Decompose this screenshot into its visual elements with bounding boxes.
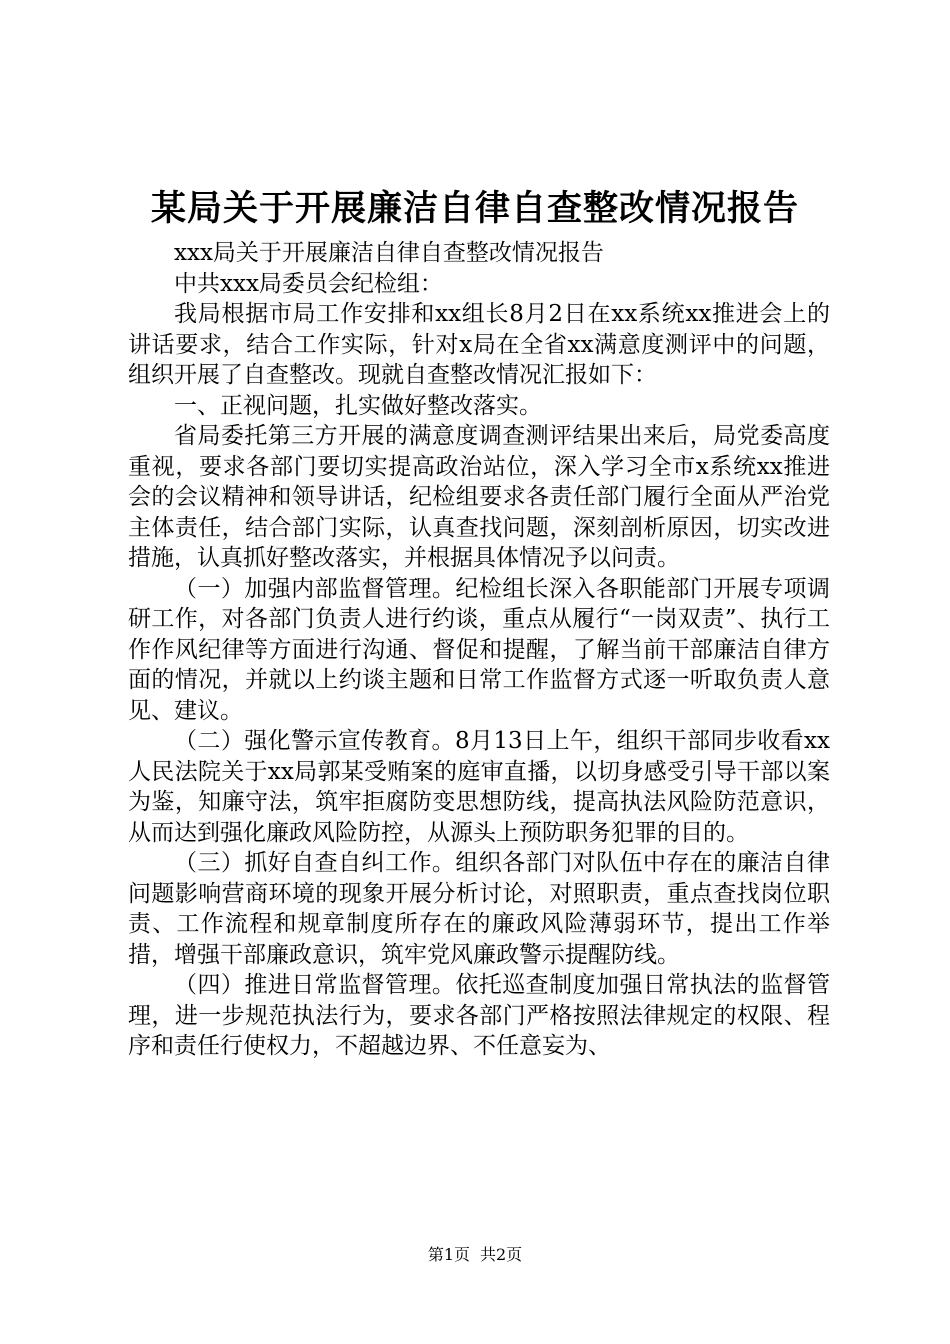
paragraph-intro: 我局根据市局工作安排和xx组长8月2日在xx系统xx推进会上的讲话要求，结合工作实际，针对x局在全省xx满意度测评中的问题，组织开展了自查整改。现就自查整改情况汇报如下： bbox=[128, 301, 830, 388]
document-title: 某局关于开展廉洁自律自查整改情况报告 bbox=[150, 188, 799, 229]
paragraph-section-1: 省局委托第三方开展的满意度调查测评结果出来后，局党委高度重视，要求各部门要切实提高政治站位，深入学习全市x系统xx推进会的会议精神和领导讲话，纪检组要求各责任部门履行全面从严治党主体责任，结合部门实际，认真查找问题，深刻剖析原因，切实改进措施，认真抓好整改落实，并根据具体情况予以问责。 bbox=[128, 423, 830, 571]
paragraph-item-2: （二）强化警示宣传教育。8月13日上午，组织干部同步收看xx人民法院关于xx局郭某受贿案的庭审直播，以切身感受引导干部以案为鉴，知廉守法，筑牢拒腐防变思想防线，提高执法风险防范意识，从而达到强化廉政风险防控，从源头上预防职务犯罪的目的。 bbox=[128, 728, 830, 846]
section-heading-1: 一、正视问题，扎实做好整改落实。 bbox=[174, 392, 542, 419]
paragraph-item-1: （一）加强内部监督管理。纪检组长深入各职能部门开展专项调研工作，对各部门负责人进行约谈，重点从履行“一岗双责”、执行工作作风纪律等方面进行沟通、督促和提醒，了解当前干部廉洁自律方面的情况，并就以上约谈主题和日常工作监督方式逐一听取负责人意见、建议。 bbox=[128, 575, 830, 724]
page-number: 第1页 bbox=[427, 1245, 470, 1264]
paragraph-item-4: （四）推进日常监督管理。依托巡查制度加强日常执法的监督管理，进一步规范执法行为，要求各部门严格按照法律规定的权限、程序和责任行使权力，不超越边界、不任意妄为、 bbox=[128, 972, 830, 1059]
page-footer bbox=[0, 1243, 950, 1267]
page-total: 共2页 bbox=[480, 1245, 523, 1264]
paragraph-item-3: （三）抓好自查自纠工作。组织各部门对队伍中存在的廉洁自律问题影响营商环境的现象开展分析讨论，对照职责，重点查找岗位职责、工作流程和规章制度所存在的廉政风险薄弱环节，提出工作举措，增强干部廉政意识，筑牢党风廉政警示提醒防线。 bbox=[128, 850, 830, 968]
salutation: 中共xxx局委员会纪检组： bbox=[174, 270, 443, 297]
document-subtitle: xxx局关于开展廉洁自律自查整改情况报告 bbox=[174, 240, 604, 266]
document-body bbox=[128, 238, 830, 1062]
